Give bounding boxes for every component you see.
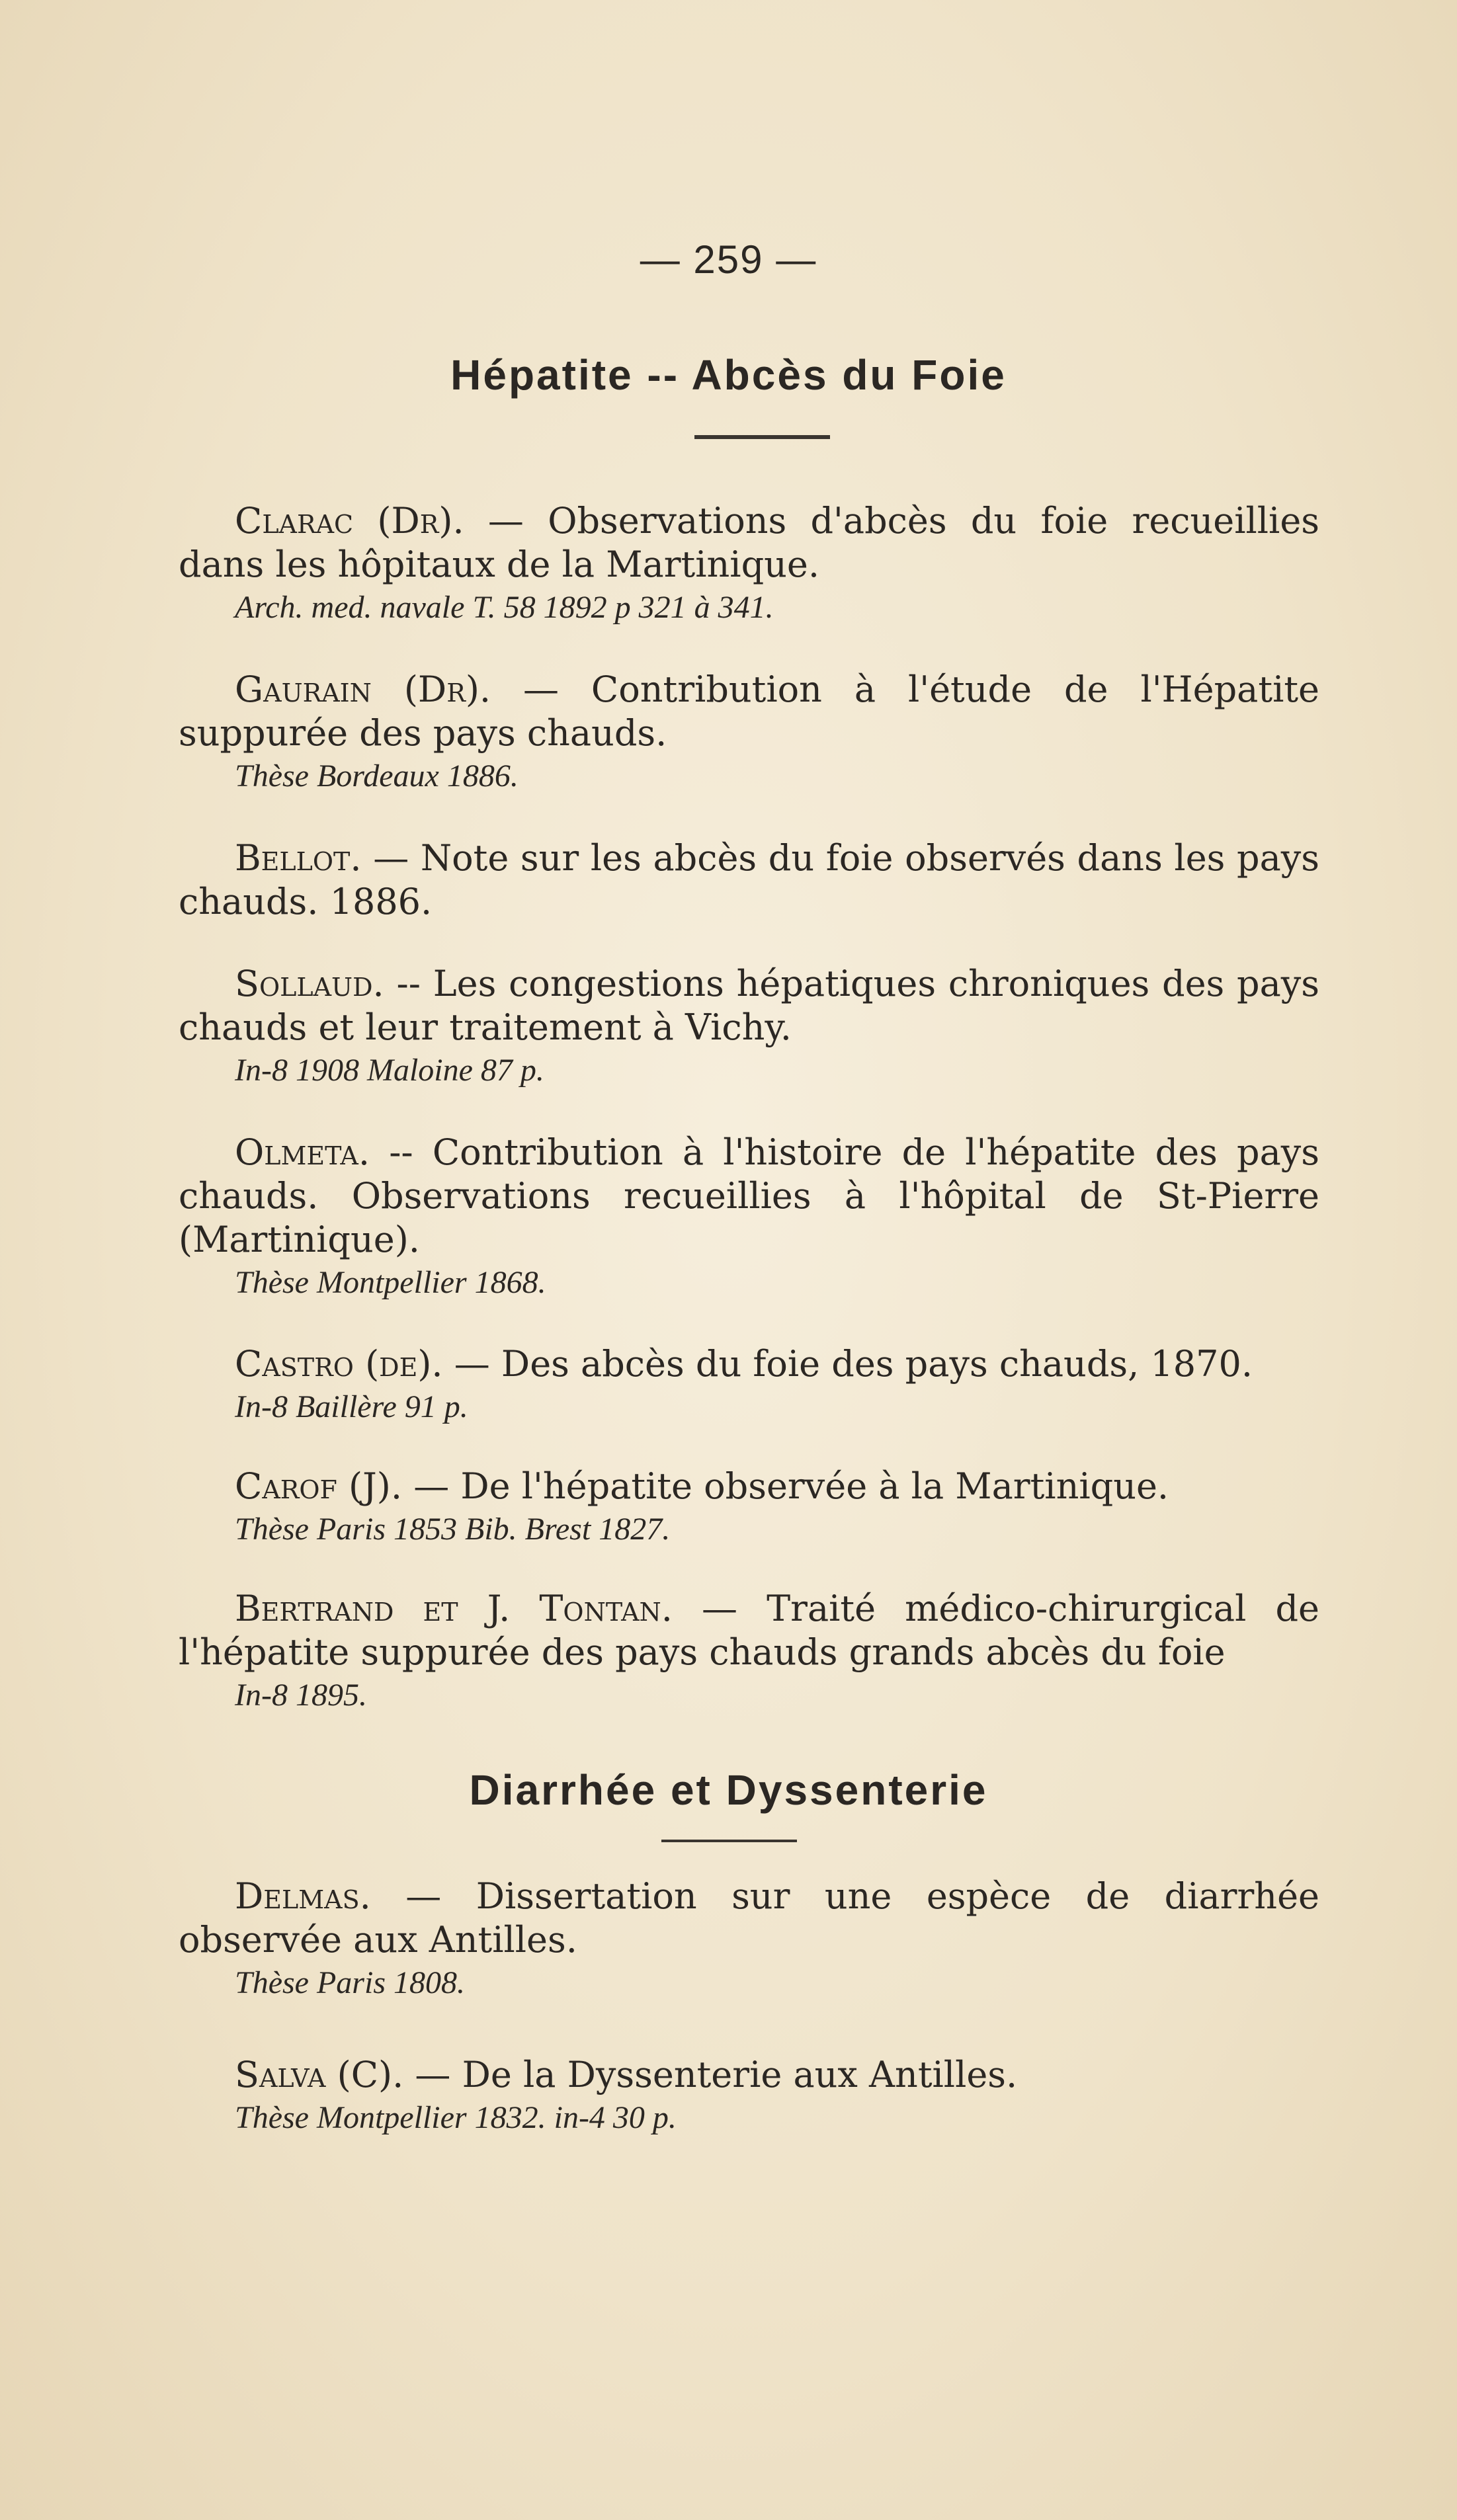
entry-reference: Thèse Bordeaux 1886.: [235, 758, 519, 793]
bibliography-entry: [179, 1342, 1319, 1428]
entry-text: — Observations d'abcès du foie recueillies dans les hôpitaux de la Martinique.: [179, 500, 1319, 585]
entry-text: — Note sur les abcès du foie observés dans les pays chauds. 1886.: [179, 837, 1319, 922]
bibliography-entry: [179, 1587, 1319, 1717]
section-divider: [661, 1840, 797, 1842]
page-number: — 259 —: [640, 237, 817, 282]
entry-text: — De la Dyssenterie aux Antilles.: [415, 2054, 1018, 2095]
entry-author: Clarac (Dr).: [235, 500, 464, 542]
bibliography-entry: [179, 668, 1319, 797]
entry-author: Gaurain (Dr).: [235, 669, 491, 710]
entry-text: — Traité médico-chirurgical de l'hépatite suppurée des pays chauds grands abcès du foie: [179, 1588, 1319, 1673]
section-heading-diarrhee: Diarrhée et Dyssenterie: [469, 1766, 988, 1814]
section-divider: [694, 435, 830, 439]
entry-reference: In-8 1908 Maloine 87 p.: [235, 1053, 544, 1088]
entry-author: Delmas.: [235, 1875, 371, 1917]
entry-reference: Thèse Paris 1808.: [235, 1965, 465, 2000]
bibliography-entry: [179, 836, 1319, 924]
bibliography-entry: [179, 1465, 1319, 1551]
entry-reference: Thèse Montpellier 1868.: [235, 1265, 546, 1300]
entry-text: — Dissertation sur une espèce de diarrhée observée aux Antilles.: [179, 1875, 1319, 1961]
entry-reference: Arch. med. navale T. 58 1892 p 321 à 341.: [235, 590, 774, 625]
entry-author: Bellot.: [235, 837, 362, 879]
entry-text: -- Contribution à l'histoire de l'hépatite des pays chauds. Observations recueillies à l'hôpital de St-Pierre (Martinique).: [179, 1131, 1319, 1260]
bibliography-entry: [179, 962, 1319, 1092]
entry-reference: In-8 1895.: [235, 1678, 367, 1713]
bibliography-entry: [179, 1875, 1319, 2004]
entry-author: Bertrand et J. Tontan.: [235, 1588, 673, 1629]
entry-author: Sollaud.: [235, 963, 384, 1004]
entry-author: Salva (C).: [235, 2054, 404, 2095]
entry-author: Olmeta.: [235, 1131, 370, 1173]
bibliography-entry: [179, 1131, 1319, 1304]
bibliography-entry: [179, 2053, 1319, 2139]
entry-reference: Thèse Paris 1853 Bib. Brest 1827.: [235, 1512, 671, 1547]
entry-text: — Des abcès du foie des pays chauds, 1870.: [454, 1343, 1253, 1385]
entry-text: — De l'hépatite observée à la Martinique.: [413, 1465, 1169, 1507]
entry-author: Castro (de).: [235, 1343, 443, 1385]
entry-author: Carof (J).: [235, 1465, 403, 1507]
bibliography-entry: [179, 499, 1319, 629]
section-heading-hepatite: Hépatite -- Abcès du Foie: [450, 351, 1007, 399]
entry-text: — Contribution à l'étude de l'Hépatite suppurée des pays chauds.: [179, 669, 1319, 754]
entry-reference: In-8 Baillère 91 p.: [235, 1389, 468, 1424]
entry-text: -- Les congestions hépatiques chroniques des pays chauds et leur traitement à Vichy.: [179, 963, 1320, 1048]
entry-reference: Thèse Montpellier 1832. in-4 30 p.: [235, 2100, 677, 2135]
